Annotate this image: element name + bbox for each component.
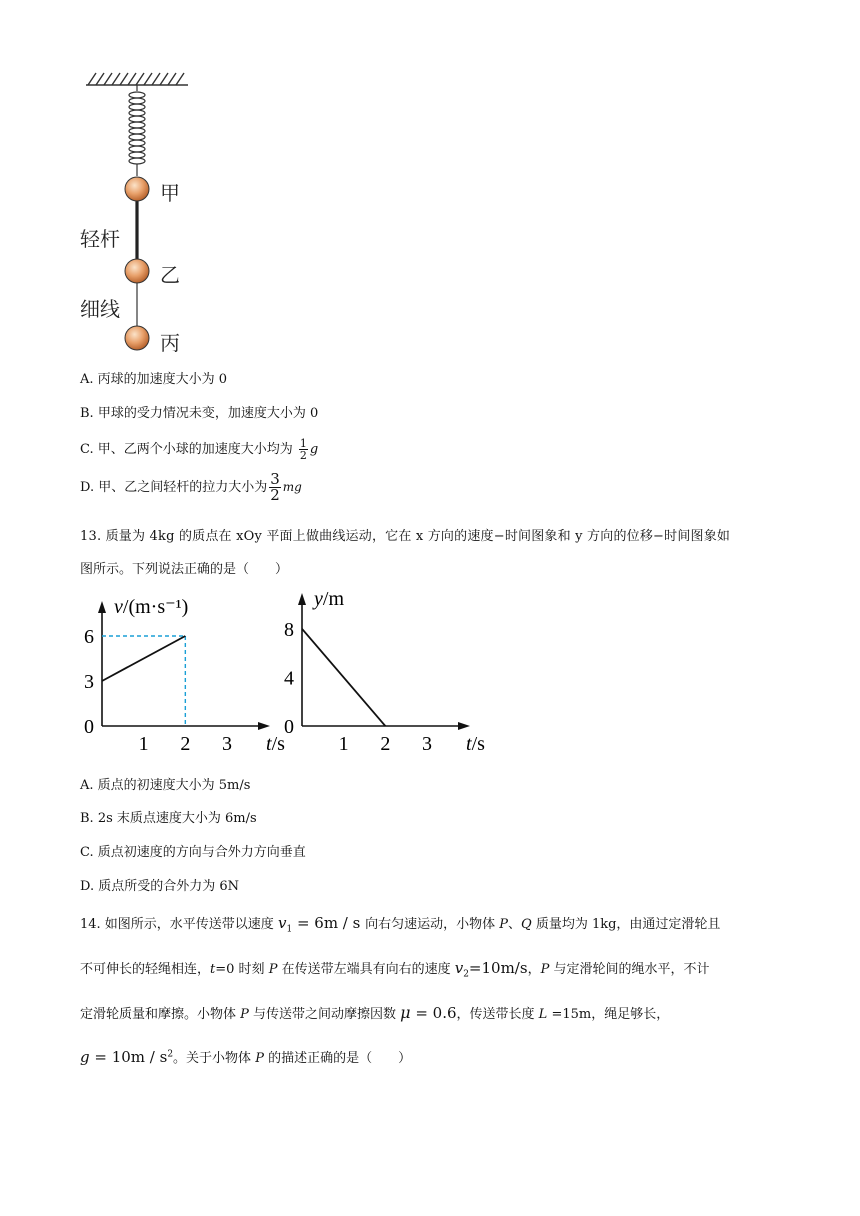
- q13-stem-line2: 图所示。下列说法正确的是（ ）: [80, 562, 289, 577]
- x-axis-arrow: [458, 722, 470, 730]
- q13-option-b: B. 2s 末质点速度大小为 6m/s: [80, 811, 257, 826]
- x-tick-label: 1: [338, 733, 349, 755]
- q14-text: 、: [508, 917, 522, 932]
- q12-option-c-text: C. 甲、乙两个小球的加速度大小均为: [80, 442, 297, 457]
- ball-jia: [125, 177, 149, 201]
- velocity-time-chart: [70, 590, 285, 760]
- q13-stem-line1: 13. 质量为 4kg 的质点在 xOy 平面上做曲线运动，它在 x 方向的速度−时间图象和 y 方向的位移−时间图象如: [80, 529, 731, 544]
- v2-value: =10m/s: [468, 959, 528, 977]
- var-mu: μ: [400, 1003, 411, 1022]
- var-P: P: [255, 1051, 264, 1066]
- origin-label: 0: [284, 716, 294, 738]
- var-g: g: [309, 442, 319, 457]
- y-tick-label: 3: [84, 671, 94, 693]
- var-P: P: [540, 962, 550, 977]
- var-L: L: [538, 1007, 548, 1022]
- var-Q: Q: [521, 917, 532, 932]
- label-rod: 轻杆: [80, 227, 120, 251]
- var-mg: mg: [282, 480, 302, 494]
- y-tick-label: 6: [84, 626, 94, 648]
- displacement-time-chart: [270, 588, 485, 760]
- q14-text: 向右匀速运动，小物体: [365, 917, 500, 932]
- q14-stem-line4: [80, 1047, 411, 1066]
- q12-option-d: [80, 472, 302, 503]
- q12-option-d-text: D. 甲、乙之间轻杆的拉力大小为: [80, 480, 268, 495]
- q14-text: 在传送带左端具有向右的速度: [277, 962, 455, 977]
- var-v1: v: [277, 914, 287, 932]
- ceiling: [86, 73, 188, 85]
- var-P: P: [499, 917, 508, 932]
- var-P: P: [268, 962, 278, 977]
- label-string: 细线: [80, 297, 120, 321]
- y-axis-label: y/m: [314, 588, 345, 610]
- spring-ball-figure: [70, 65, 200, 355]
- sub-1: 1: [286, 924, 293, 935]
- var-g: g: [80, 1048, 90, 1066]
- label-jia: 甲: [160, 181, 180, 205]
- y-tick-label: 4: [284, 667, 294, 690]
- ball-bing: [125, 326, 149, 350]
- q13-option-c: C. 质点初速度的方向与合外力方向垂直: [80, 845, 306, 860]
- x-tick-label: 3: [422, 733, 432, 755]
- q14-text: ，传送带长度: [456, 1007, 539, 1022]
- var-v2: v: [454, 959, 464, 977]
- q14-text: 与定滑轮间的绳水平，不计: [549, 962, 710, 977]
- spring: [129, 85, 145, 176]
- q14-stem-line2: [80, 958, 709, 980]
- q14-text: 质量均为 1kg，由通过定滑轮且: [531, 917, 721, 932]
- q13-option-d: D. 质点所受的合外力为 6N: [80, 879, 240, 894]
- origin-label: 0: [84, 716, 94, 738]
- q12-option-b: B. 甲球的受力情况未变，加速度大小为 0: [80, 406, 319, 421]
- x-axis-arrow: [258, 722, 270, 730]
- y-axis-arrow: [298, 593, 306, 605]
- fraction-three-halves: $\frac{3}{2}$: [270, 470, 280, 504]
- v1-value: = 6m / s: [292, 914, 366, 932]
- var-t: t: [210, 962, 216, 977]
- x-axis-label: t/s: [266, 733, 285, 755]
- var-P: P: [240, 1007, 249, 1022]
- q12-option-c: [80, 438, 318, 461]
- q14-text: 定滑轮质量和摩擦。小物体: [80, 1007, 241, 1022]
- y-tick-label: 8: [284, 618, 294, 641]
- y-axis-arrow: [98, 601, 106, 613]
- q14-text: 不可伸长的轻绳相连，: [80, 962, 211, 977]
- q14-text: ，: [527, 962, 541, 977]
- x-tick-label: 1: [138, 733, 149, 755]
- label-bing: 丙: [160, 331, 180, 355]
- q14-text: =0 时刻: [215, 962, 269, 977]
- q14-text: 。关于小物体: [173, 1051, 256, 1066]
- x-tick-label: 3: [222, 733, 232, 755]
- g-value: = 10m / s: [89, 1048, 168, 1066]
- series-line: [102, 636, 185, 681]
- q14-text: 14. 如图所示，水平传送带以速度: [80, 917, 278, 932]
- q14-text: 的描述正确的是（ ）: [263, 1051, 412, 1066]
- q12-option-a: A. 丙球的加速度大小为 0: [80, 372, 228, 387]
- sup-2: 2: [167, 1049, 174, 1060]
- sub-2: 2: [463, 969, 469, 980]
- x-tick-label: 2: [180, 733, 191, 755]
- label-yi: 乙: [160, 263, 180, 287]
- q14-text: ，绳足够长，: [591, 1007, 670, 1022]
- q14-text: 与传送带之间动摩擦因数: [248, 1007, 401, 1022]
- q14-stem-line1: [80, 913, 720, 935]
- x-tick-label: 2: [380, 733, 391, 755]
- y-axis-label: v/(m·s⁻¹): [114, 596, 189, 618]
- ball-yi: [125, 259, 149, 283]
- q14-stem-line3: [80, 1003, 669, 1022]
- x-axis-label: t/s: [466, 733, 485, 755]
- mu-value: = 0.6: [410, 1004, 457, 1022]
- series-line: [302, 629, 385, 726]
- q13-option-a: A. 质点的初速度大小为 5m/s: [80, 778, 251, 793]
- fraction-half: $\frac{1}{2}$: [299, 437, 307, 462]
- L-value: =15m: [547, 1007, 592, 1022]
